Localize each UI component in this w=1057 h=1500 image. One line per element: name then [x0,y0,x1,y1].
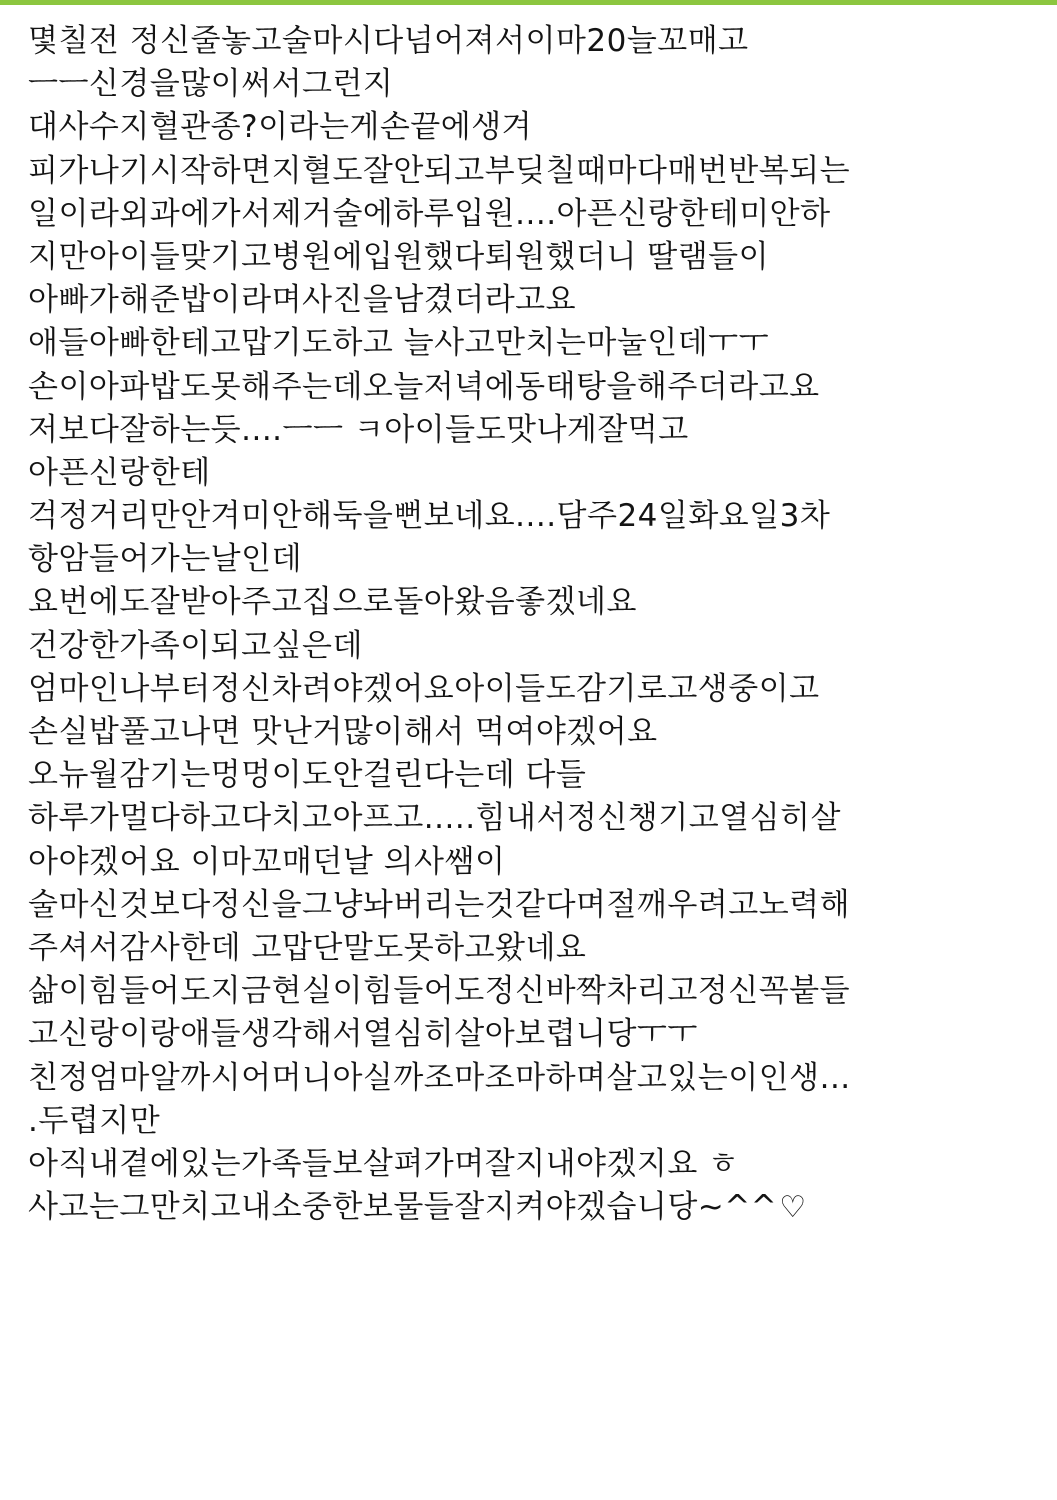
note-line-2: ㅡㅡ신경을많이써서그런지 [28,66,394,103]
heart-outline-icon: ♡ [779,1190,807,1226]
note-line-25: 친정엄마알까시어머니아실까조마조마하며살고있는이인생... [28,1059,851,1096]
note-line-15: 건강한가족이되고싶은데 [28,627,363,664]
note-line-3: 대사수지혈관종?이라는게손끝에생겨 [28,109,533,146]
note-line-7: 아빠가해준밥이라며사진을남겼더라고요 [28,282,577,319]
note-line-23: 삶이힘들어도지금현실이힘들어도정신바짝차리고정신꼭붙들 [28,973,851,1010]
note-line-11: 아픈신랑한테 [28,454,211,491]
note-line-26: .두렵지만 [28,1102,161,1139]
note-line-17: 손실밥풀고나면 맛난거많이해서 먹여야겠어요 [28,714,658,750]
note-line-12: 걱정거리만안겨미안해둑을뻔보네요....담주24일화요일3차 [28,498,831,535]
note-line-24: 고신랑이랑애들생각해서열심히살아보렵니당ㅜㅜ [28,1016,698,1053]
note-line-28-text: 사고는그만치고내소중한보물들잘지켜야겠습니당~^^ [28,1189,778,1226]
note-line-5: 일이라외과에가서제거술에하루입원....아픈신랑한테미안하 [28,195,831,232]
note-line-4: 피가나기시작하면지혈도잘안되고부딪칠때마다매번반복되는 [28,152,851,189]
note-line-1: 몇칠전 정신줄놓고술마시다넘어져서이마20늘꼬매고 [28,23,749,59]
note-line-21: 술마신것보다정신을그냥놔버리는것같다며절깨우려고노력해 [28,886,851,923]
note-line-10: 저보다잘하는듯....ㅡㅡ ㅋ아이들도맛나게잘먹고 [28,411,689,448]
note-line-14: 요번에도잘받아주고집으로돌아왔음좋겠네요 [28,584,637,621]
note-line-9: 손이아파밥도못해주는데오늘저녁에동태탕을해주더라고요 [28,368,820,405]
top-accent-bar [0,0,1057,5]
note-line-8: 애들아빠한테고맙기도하고 늘사고만치는마눌인데ㅜㅜ [28,325,770,362]
handwritten-note [28,20,1038,1229]
note-line-18: 오뉴월감기는멍멍이도안걸린다는데 다들 [28,757,587,794]
note-line-6: 지만아이들맞기고병원에입원했다퇴원했더니 딸램들이 [28,238,770,275]
note-line-16: 엄마인나부터정신차려야겠어요아이들도감기로고생중이고 [28,670,820,707]
note-line-20: 아야겠어요 이마꼬매던날 의사쌤이 [28,843,506,880]
note-line-19: 하루가멀다하고다치고아프고.....힘내서정신챙기고열심히살 [28,800,841,837]
note-line-13: 항암들어가는날인데 [28,541,303,578]
note-line-28 [28,1186,1038,1229]
note-line-27: 아직내곁에있는가족들보살펴가며잘지내야겠지요 ㅎ [28,1145,739,1182]
note-line-22: 주셔서감사한데 고맙단말도못하고왔네요 [28,929,587,966]
